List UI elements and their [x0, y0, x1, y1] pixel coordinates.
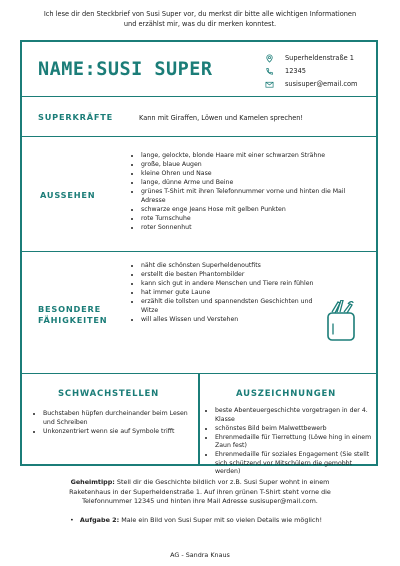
list-item: • lange, gelockte, blonde Haare mit einer schwarzen Strähne [141, 152, 364, 161]
intro-text: Ich lese dir den Steckbrief von Susi Super vor, du merkst dir bitte alle wichtigen Informationen und erzählst mir, was du dir merken konntest. [43, 10, 357, 28]
phone-icon [265, 67, 274, 76]
contact-address-text: Superheldenstraße 1 [285, 54, 354, 62]
schwachstellen-list [34, 410, 194, 437]
list-item: • kann sich gut in andere Menschen und Tiere rein fühlen [141, 280, 324, 289]
contact-block [265, 52, 357, 91]
task-paragraph [70, 516, 360, 524]
list-item: • schönstes Bild beim Malwettbewerb [215, 425, 374, 434]
list-item: • will alles Wissen und Verstehen [141, 316, 324, 325]
list-item: • schwarze enge Jeans Hose mit gelben Punkten [141, 206, 364, 215]
list-item: • beste Abenteuergeschichte vorgetragen in der 4. Klasse [215, 407, 374, 424]
faehigkeiten-section [22, 252, 376, 374]
auszeichnungen-list [206, 407, 374, 477]
pencil-cup-icon [324, 300, 358, 342]
list-item: • kleine Ohren und Nase [141, 170, 364, 179]
superkraefte-section [22, 97, 376, 137]
list-item: • Unkonzentriert wenn sie auf Symbole trifft [43, 428, 194, 437]
list-item: • lange, dünne Arme und Beine [141, 179, 364, 188]
faehigkeiten-label [38, 304, 107, 326]
tip-text: Stell dir die Geschichte bildlich vor z.B. Susi Super wohnt in einem Raketenhaus in der Superheldenstraße 1. Auf ihren grünen T-Shirt steht vorne die Telefonnummer 12345 und hinten ihre Mail Adresse susisuper@mail.com. [69, 478, 331, 505]
contact-email [265, 78, 357, 91]
list-item: • näht die schönsten Superheldenoutfits [141, 262, 324, 271]
task-label: Aufgabe 2: [79, 516, 120, 524]
bullet-icon: • [70, 516, 74, 524]
contact-phone-text: 12345 [285, 67, 306, 75]
list-item: • hat immer gute Laune [141, 289, 324, 298]
name-section [22, 42, 376, 97]
profile-card [20, 40, 378, 475]
superkraefte-text: Kann mit Giraffen, Löwen und Kamelen sprechen! [139, 114, 304, 122]
faehigkeiten-list [132, 262, 324, 325]
author-credit: AG - Sandra Knaus [170, 551, 230, 559]
schwachstellen-label: SCHWACHSTELLEN [58, 389, 160, 399]
column-divider [198, 374, 200, 464]
contact-address [265, 52, 357, 65]
auszeichnungen-label: AUSZEICHNUNGEN [236, 389, 337, 399]
aussehen-list [132, 152, 364, 233]
email-icon [265, 80, 274, 89]
list-item: • erzählt die tollsten und spannendsten Geschichten und Witze [141, 298, 324, 315]
page-title: NAME:SUSI SUPER [38, 59, 213, 80]
list-item: • grünes T-Shirt mit ihren Telefonnummer vorne und hinten die Mail Adresse [141, 188, 364, 205]
aussehen-label: AUSSEHEN [40, 190, 96, 200]
superkraefte-label: SUPERKRÄFTE [38, 112, 113, 122]
contact-email-text: susisuper@email.com [285, 80, 358, 88]
list-item: • Ehrenmedaille für Tierrettung (Löwe hing in einem Zaun fest) [215, 434, 374, 451]
list-item: • große, blaue Augen [141, 161, 364, 170]
list-item: • roter Sonnenhut [141, 224, 364, 233]
location-pin-icon [265, 54, 274, 63]
tip-label: Geheimtipp: [70, 478, 115, 486]
tip-paragraph [50, 478, 350, 507]
faehigkeiten-label-line2: FÄHIGKEITEN [38, 315, 108, 325]
list-item: • Ehrenmedaille für soziales Engagement (Sie stellt sich schützend vor Mitschülern die gemobbt werden) [215, 451, 374, 477]
list-item: • erstellt die besten Phantombilder [141, 271, 324, 280]
aussehen-section [22, 137, 376, 252]
list-item: • rote Turnschuhe [141, 215, 364, 224]
list-item: • Buchstaben hüpfen durcheinander beim Lesen und Schreiben [43, 410, 194, 427]
contact-phone [265, 65, 357, 78]
task-text: Male ein Bild von Susi Super mit so vielen Details wie möglich! [121, 516, 323, 524]
faehigkeiten-label-line1: BESONDERE [38, 304, 102, 314]
